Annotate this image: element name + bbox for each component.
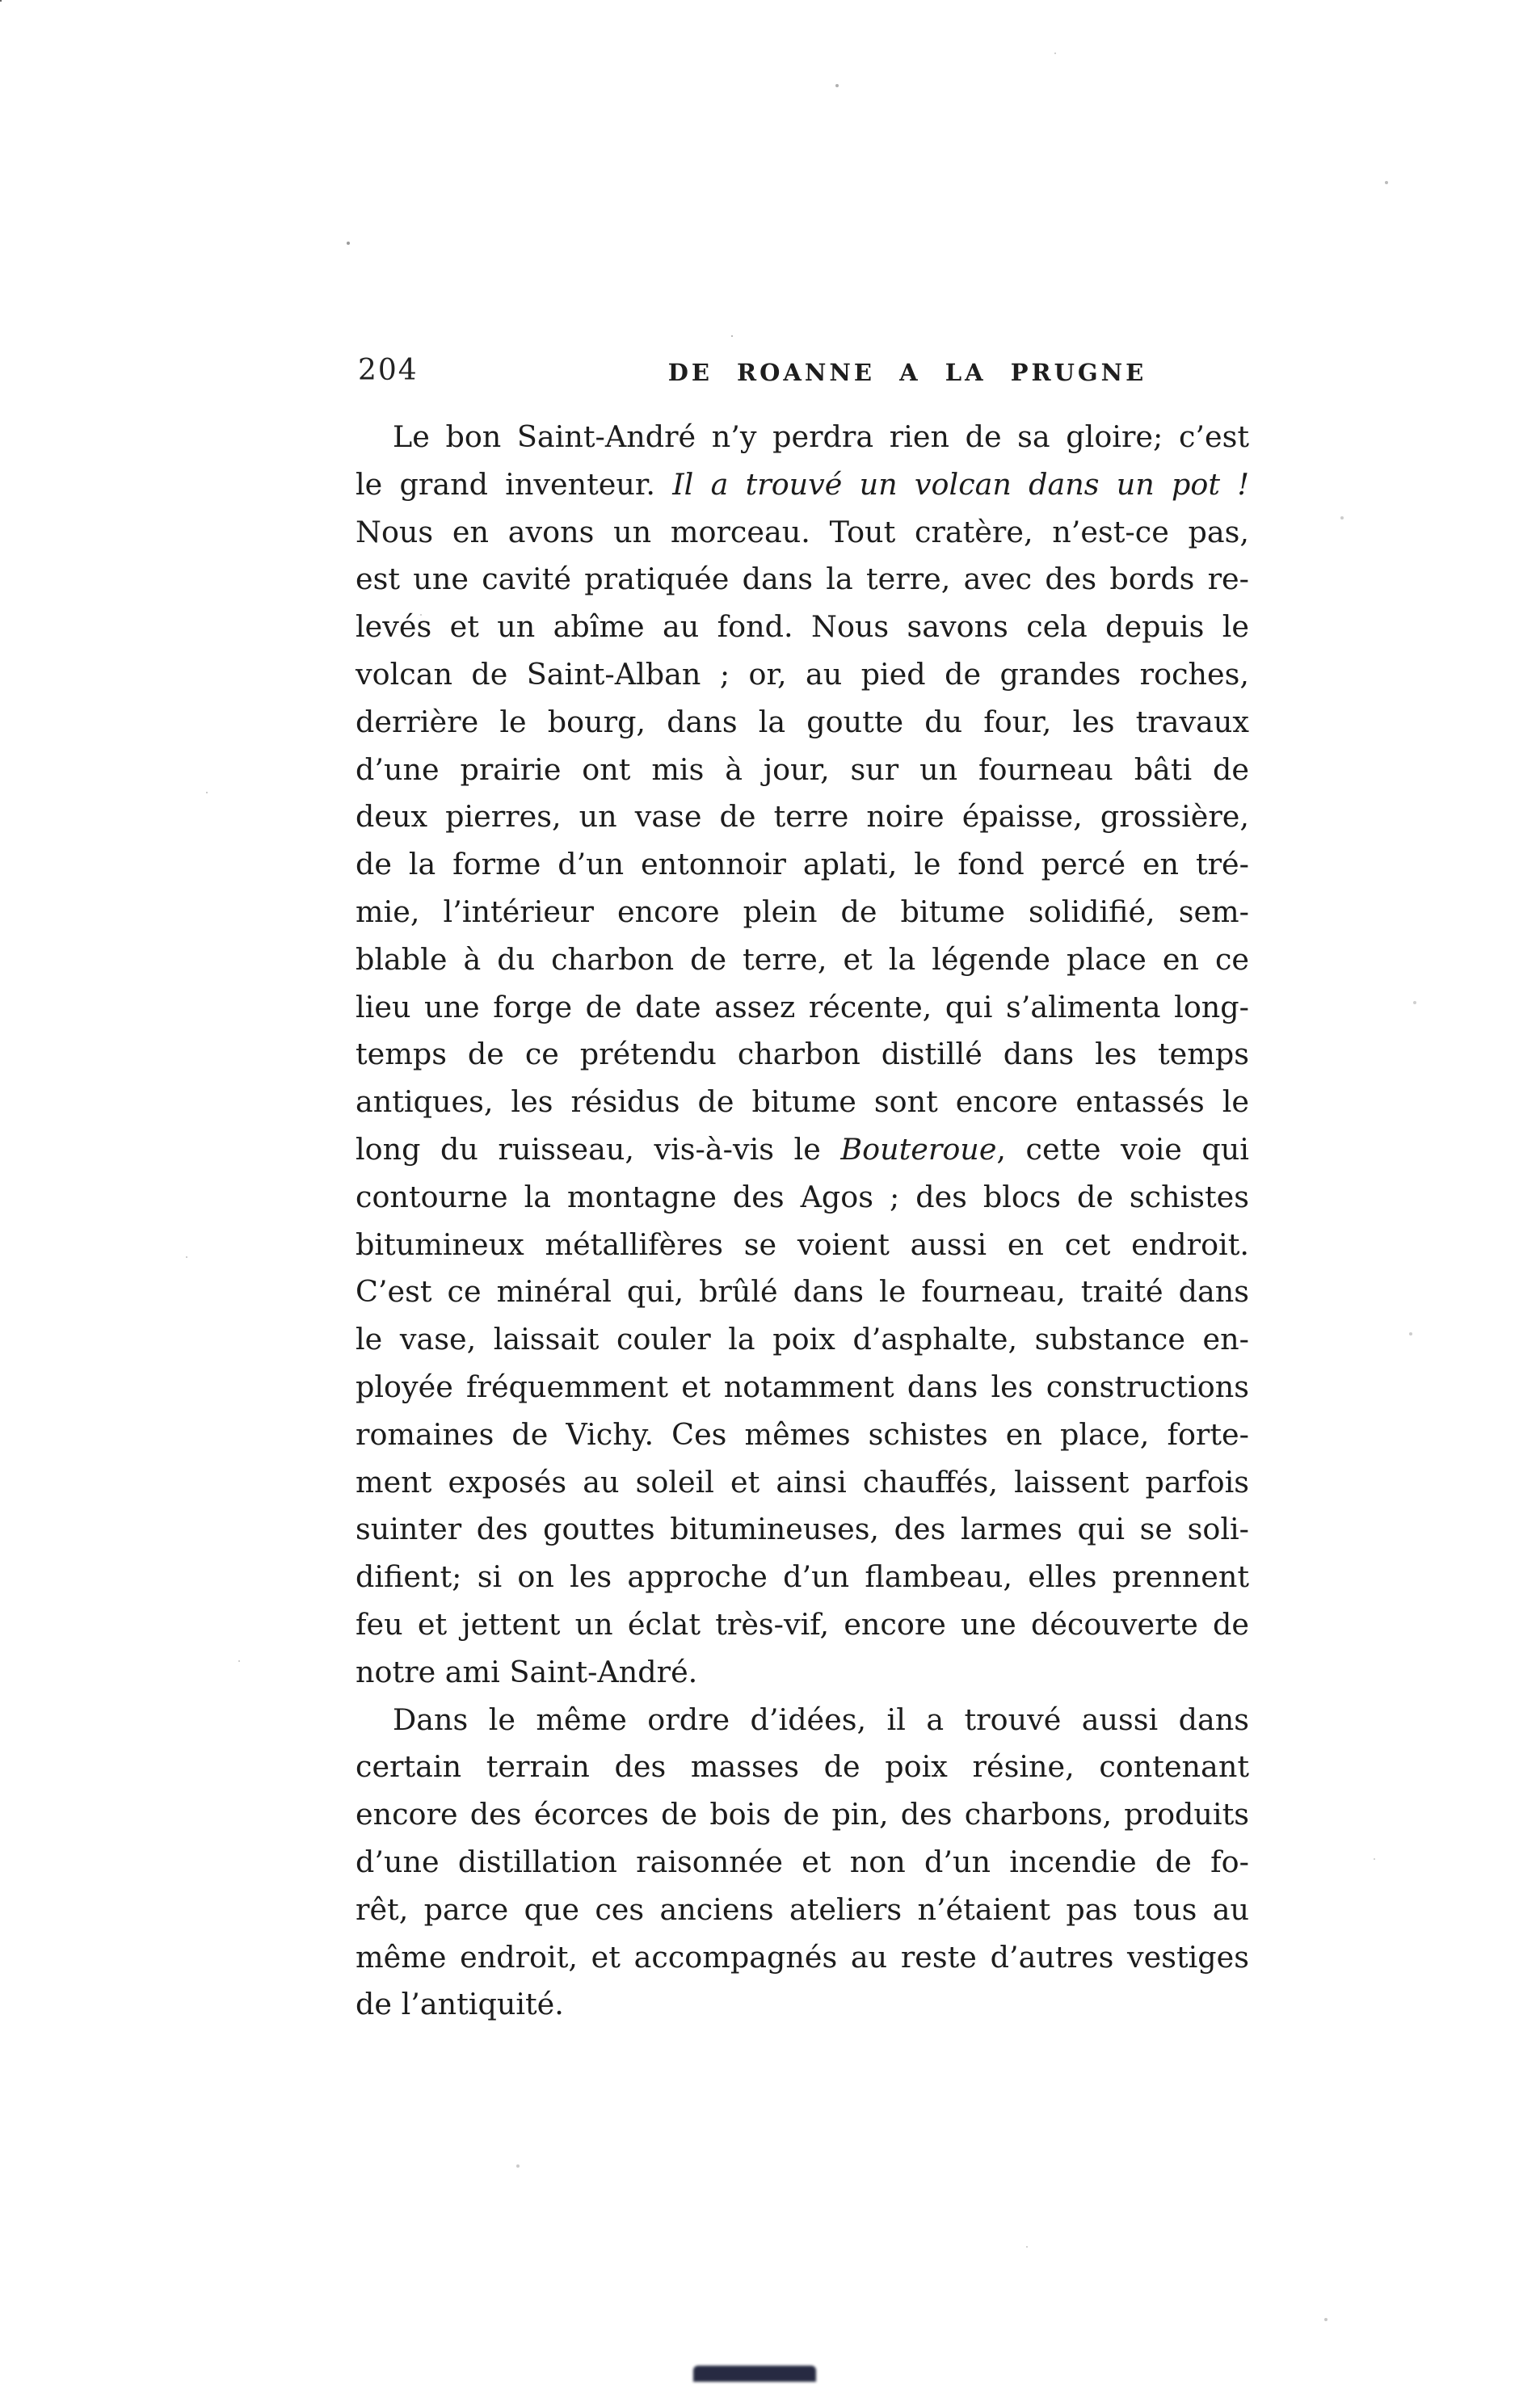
text-line: le vase, laissait couler la poix d’asphalte, substance en- [356, 1322, 1249, 1357]
text-line: notre ami Saint-André. [356, 1654, 698, 1689]
text-line: antiques, les résidus de bitume sont encore entassés le [356, 1084, 1249, 1120]
text-line: difient; si on les approche d’un flambeau, elles prennent [356, 1559, 1249, 1595]
text-line: Dans le même ordre d’idées, il a trouvé aussi dans [393, 1701, 1249, 1737]
text-line: C’est ce minéral qui, brûlé dans le fourneau, traité dans [356, 1274, 1249, 1310]
text-line: long du ruisseau, vis-à-vis le Bouteroue, cette voie qui [356, 1131, 1249, 1167]
text-line: rêt, parce que ces anciens ateliers n’étaient pas tous au [356, 1891, 1249, 1927]
text-line: est une cavité pratiquée dans la terre, avec des bords re- [356, 562, 1249, 597]
text-line: lieu une forge de date assez récente, qui s’alimenta long- [356, 989, 1249, 1024]
text-line: ment exposés au soleil et ainsi chauffés, laissent parfois [356, 1464, 1249, 1500]
text-line: feu et jettent un éclat très-vif, encore une découverte de [356, 1606, 1249, 1642]
text-line: romaines de Vichy. Ces mêmes schistes en place, forte- [356, 1416, 1249, 1452]
text-line: blable à du charbon de terre, et la légende place en ce [356, 941, 1249, 977]
page-number: 204 [358, 354, 419, 387]
text-line: encore des écorces de bois de pin, des charbons, produits [356, 1797, 1249, 1832]
text-line: temps de ce prétendu charbon distillé dans les temps [356, 1037, 1249, 1072]
text-line: contourne la montagne des Agos ; des blocs de schistes [356, 1179, 1249, 1214]
text-line: Le bon Saint-André n’y perdra rien de sa gloire; c’est [393, 419, 1249, 454]
running-title: DE ROANNE A LA PRUGNE [667, 359, 1147, 386]
text-line: de l’antiquité. [356, 1987, 564, 2022]
text-line: volcan de Saint-Alban ; or, au pied de grandes roches, [356, 656, 1249, 692]
text-line: suinter des gouttes bitumineuses, des larmes qui se soli- [356, 1512, 1249, 1547]
text-line: levés et un abîme au fond. Nous savons cela depuis le [356, 609, 1249, 645]
text-line: Nous en avons un morceau. Tout cratère, n’est-ce pas, [356, 514, 1249, 549]
text-line: deux pierres, un vase de terre noire épaisse, grossière, [356, 799, 1249, 835]
text-line: bitumineux métallifères se voient aussi en cet endroit. [356, 1226, 1249, 1262]
text-line: même endroit, et accompagnés au reste d’autres vestiges [356, 1939, 1249, 1975]
text-line: mie, l’intérieur encore plein de bitume solidifié, sem- [356, 894, 1249, 929]
text-line: le grand inventeur. Il a trouvé un volcan dans un pot ! [356, 466, 1249, 502]
text-line: d’une distillation raisonnée et non d’un incendie de fo- [356, 1844, 1249, 1879]
text-line: certain terrain des masses de poix résine, contenant [356, 1749, 1249, 1785]
body-text [356, 414, 1249, 2029]
text-line: ployée fréquemment et notamment dans les constructions [356, 1369, 1249, 1404]
text-line: de la forme d’un entonnoir aplati, le fond percé en tré- [356, 847, 1249, 882]
scan-noise-speckles [0, 0, 2, 2]
text-line: derrière le bourg, dans la goutte du four, les travaux [356, 704, 1249, 739]
page-header [356, 354, 1249, 393]
scan-edge-artifact [693, 2366, 816, 2382]
text-line: d’une prairie ont mis à jour, sur un fourneau bâti de [356, 751, 1249, 787]
